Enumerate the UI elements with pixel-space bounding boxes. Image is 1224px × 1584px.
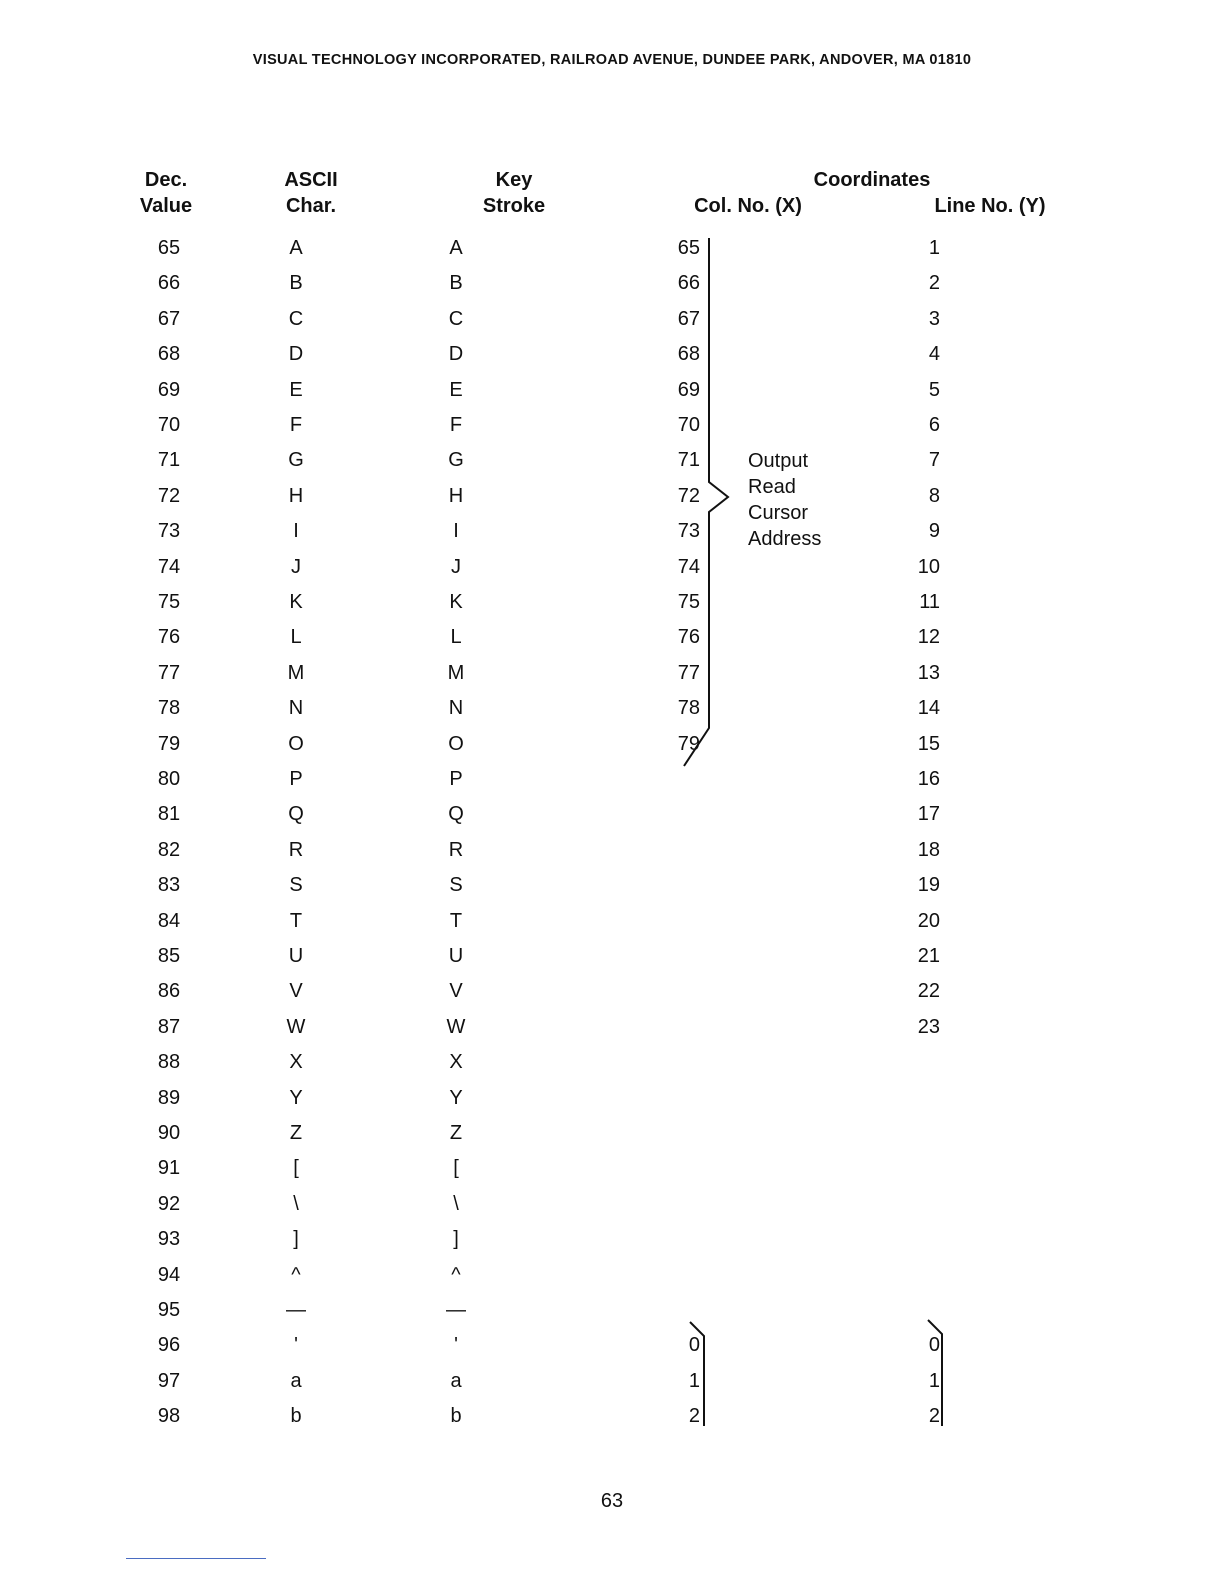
cell-ascii: ^ [291, 1264, 301, 1286]
cell-ascii: S [289, 874, 303, 896]
cell-col: 78 [677, 697, 700, 719]
cell-key: C [448, 308, 464, 330]
cell-key: D [448, 343, 464, 365]
cell-line: 10 [917, 556, 940, 578]
cell-key: L [450, 626, 462, 648]
cell-line: 15 [917, 733, 940, 755]
note-line-read: Read [748, 476, 796, 498]
cell-dec: 88 [157, 1051, 181, 1073]
cell-line: 19 [917, 874, 940, 896]
cell-line: 2 [928, 272, 940, 294]
cell-key: ^ [451, 1264, 461, 1286]
col-offset-brace [690, 1322, 704, 1426]
cell-ascii: M [287, 662, 305, 684]
cell-ascii: X [289, 1051, 303, 1073]
cell-dec: 87 [157, 1016, 181, 1038]
cell-line: 11 [919, 591, 940, 613]
cell-key: Y [449, 1087, 463, 1109]
cell-ascii: ' [294, 1334, 298, 1356]
cell-line: 12 [917, 626, 940, 648]
cell-ascii: O [288, 733, 304, 755]
cell-line: 6 [928, 414, 940, 436]
page-header: VISUAL TECHNOLOGY INCORPORATED, RAILROAD AVENUE, DUNDEE PARK, ANDOVER, MA 01810 [252, 52, 972, 68]
footer-rule [126, 1558, 266, 1559]
cell-col: 72 [677, 485, 700, 507]
cell-line: 3 [928, 308, 940, 330]
cell-dec: 91 [157, 1157, 181, 1179]
cell-line: 0 [928, 1334, 940, 1356]
cell-line: 7 [928, 449, 940, 471]
cell-dec: 70 [157, 414, 181, 436]
cell-ascii: b [290, 1405, 302, 1427]
cell-ascii: F [289, 414, 303, 436]
cell-key: K [449, 591, 463, 613]
cell-dec: 93 [157, 1228, 181, 1250]
dec-heading-line1: Dec. [144, 169, 188, 191]
cell-key: J [451, 556, 461, 578]
cell-key: T [449, 910, 463, 932]
cell-col: 73 [677, 520, 700, 542]
note-line-cursor: Cursor [748, 502, 809, 524]
cell-col: 77 [677, 662, 700, 684]
cell-key: R [448, 839, 464, 861]
cell-ascii: R [288, 839, 304, 861]
cell-key: \ [453, 1193, 459, 1215]
cell-dec: 95 [157, 1299, 181, 1321]
cell-ascii: Y [289, 1087, 303, 1109]
coordinates-heading: Coordinates [813, 169, 931, 191]
cell-dec: 71 [157, 449, 181, 471]
cell-ascii: U [288, 945, 304, 967]
ascii-heading-line1: ASCII [284, 169, 338, 191]
cell-dec: 77 [157, 662, 181, 684]
cell-col: 71 [677, 449, 700, 471]
cell-line: 14 [917, 697, 940, 719]
cell-key: ] [453, 1228, 459, 1250]
col-range-brace [684, 238, 728, 766]
cell-dec: 82 [157, 839, 181, 861]
cell-ascii: W [286, 1016, 306, 1038]
key-heading-line1: Key [495, 169, 533, 191]
cell-key: ' [454, 1334, 458, 1356]
cell-line: 1 [928, 1370, 940, 1392]
cell-dec: 67 [157, 308, 181, 330]
cell-dec: 72 [157, 485, 181, 507]
cell-key: W [446, 1016, 466, 1038]
cell-key: A [449, 237, 463, 259]
cell-key: B [449, 272, 463, 294]
cell-dec: 79 [157, 733, 181, 755]
dec-heading-line2: Value [139, 195, 193, 217]
cell-col: 65 [677, 237, 700, 259]
cell-line: 18 [917, 839, 940, 861]
cell-ascii: C [288, 308, 304, 330]
cell-line: 13 [917, 662, 940, 684]
cell-line: 5 [928, 379, 940, 401]
cell-line: 9 [928, 520, 940, 542]
cell-ascii: L [290, 626, 302, 648]
cell-dec: 94 [157, 1264, 181, 1286]
cell-key: b [450, 1405, 462, 1427]
cell-col: 79 [677, 733, 700, 755]
cell-dec: 76 [157, 626, 181, 648]
cell-col: 0 [688, 1334, 700, 1356]
cell-dec: 83 [157, 874, 181, 896]
line-offset-brace [928, 1320, 942, 1426]
cell-ascii: \ [293, 1193, 299, 1215]
cell-dec: 75 [157, 591, 181, 613]
cell-col: 70 [677, 414, 700, 436]
cell-line: 20 [917, 910, 940, 932]
cell-key: E [449, 379, 463, 401]
cell-dec: 89 [157, 1087, 181, 1109]
cell-key: X [449, 1051, 463, 1073]
cell-line: 16 [917, 768, 940, 790]
cell-key: a [450, 1370, 462, 1392]
cell-ascii: N [288, 697, 304, 719]
cell-line: 22 [917, 980, 940, 1002]
cell-key: F [449, 414, 463, 436]
cell-line: 1 [928, 237, 940, 259]
page-number: 63 [600, 1490, 624, 1512]
cell-key: S [449, 874, 463, 896]
cell-ascii: A [289, 237, 303, 259]
cell-dec: 68 [157, 343, 181, 365]
ascii-heading-line2: Char. [285, 195, 337, 217]
cell-key: — [446, 1299, 466, 1321]
cell-line: 2 [928, 1405, 940, 1427]
cell-col: 69 [677, 379, 700, 401]
cell-key: Z [449, 1122, 463, 1144]
cell-key: Q [448, 803, 464, 825]
note-line-address: Address [748, 528, 822, 550]
cell-ascii: Q [288, 803, 304, 825]
cell-ascii: P [289, 768, 303, 790]
cell-ascii: D [288, 343, 304, 365]
cell-col: 74 [677, 556, 700, 578]
cell-key: M [447, 662, 465, 684]
col-no-heading: Col. No. (X) [694, 195, 802, 217]
cell-key: O [448, 733, 464, 755]
cell-col: 1 [688, 1370, 700, 1392]
cell-dec: 92 [157, 1193, 181, 1215]
cell-col: 67 [677, 308, 700, 330]
cell-line: 23 [917, 1016, 940, 1038]
cell-ascii: ] [293, 1228, 299, 1250]
cell-dec: 69 [157, 379, 181, 401]
cell-ascii: G [288, 449, 304, 471]
cell-ascii: J [291, 556, 301, 578]
cell-ascii: — [286, 1299, 306, 1321]
cell-dec: 66 [157, 272, 181, 294]
cell-ascii: K [289, 591, 303, 613]
cell-dec: 85 [157, 945, 181, 967]
cell-dec: 98 [157, 1405, 181, 1427]
cell-line: 8 [928, 485, 940, 507]
cell-key: N [448, 697, 464, 719]
cell-col: 75 [677, 591, 700, 613]
cell-dec: 74 [157, 556, 181, 578]
cell-key: P [449, 768, 463, 790]
cell-key: G [448, 449, 464, 471]
cell-ascii: T [289, 910, 303, 932]
cell-dec: 80 [157, 768, 181, 790]
key-heading-line2: Stroke [482, 195, 546, 217]
cell-dec: 73 [157, 520, 181, 542]
cell-col: 66 [677, 272, 700, 294]
cell-ascii: B [289, 272, 303, 294]
cell-line: 17 [917, 803, 940, 825]
cell-col: 68 [677, 343, 700, 365]
cell-col: 2 [688, 1405, 700, 1427]
cell-dec: 96 [157, 1334, 181, 1356]
cell-ascii: I [293, 520, 299, 542]
cell-ascii: H [288, 485, 304, 507]
cell-ascii: [ [293, 1157, 299, 1179]
cell-dec: 78 [157, 697, 181, 719]
cell-dec: 97 [157, 1370, 181, 1392]
cell-key: I [453, 520, 459, 542]
cell-dec: 81 [157, 803, 181, 825]
cell-ascii: E [289, 379, 303, 401]
cell-dec: 65 [157, 237, 181, 259]
cell-key: V [449, 980, 463, 1002]
cell-line: 21 [917, 945, 940, 967]
cell-col: 76 [677, 626, 700, 648]
cell-ascii: V [289, 980, 303, 1002]
cell-key: H [448, 485, 464, 507]
cell-dec: 86 [157, 980, 181, 1002]
cell-dec: 90 [157, 1122, 181, 1144]
cell-ascii: a [290, 1370, 302, 1392]
cell-key: [ [453, 1157, 459, 1179]
line-no-heading: Line No. (Y) [934, 195, 1046, 217]
cell-line: 4 [928, 343, 940, 365]
cell-dec: 84 [157, 910, 181, 932]
note-line-output: Output [748, 450, 809, 472]
cell-key: U [448, 945, 464, 967]
cell-ascii: Z [289, 1122, 303, 1144]
